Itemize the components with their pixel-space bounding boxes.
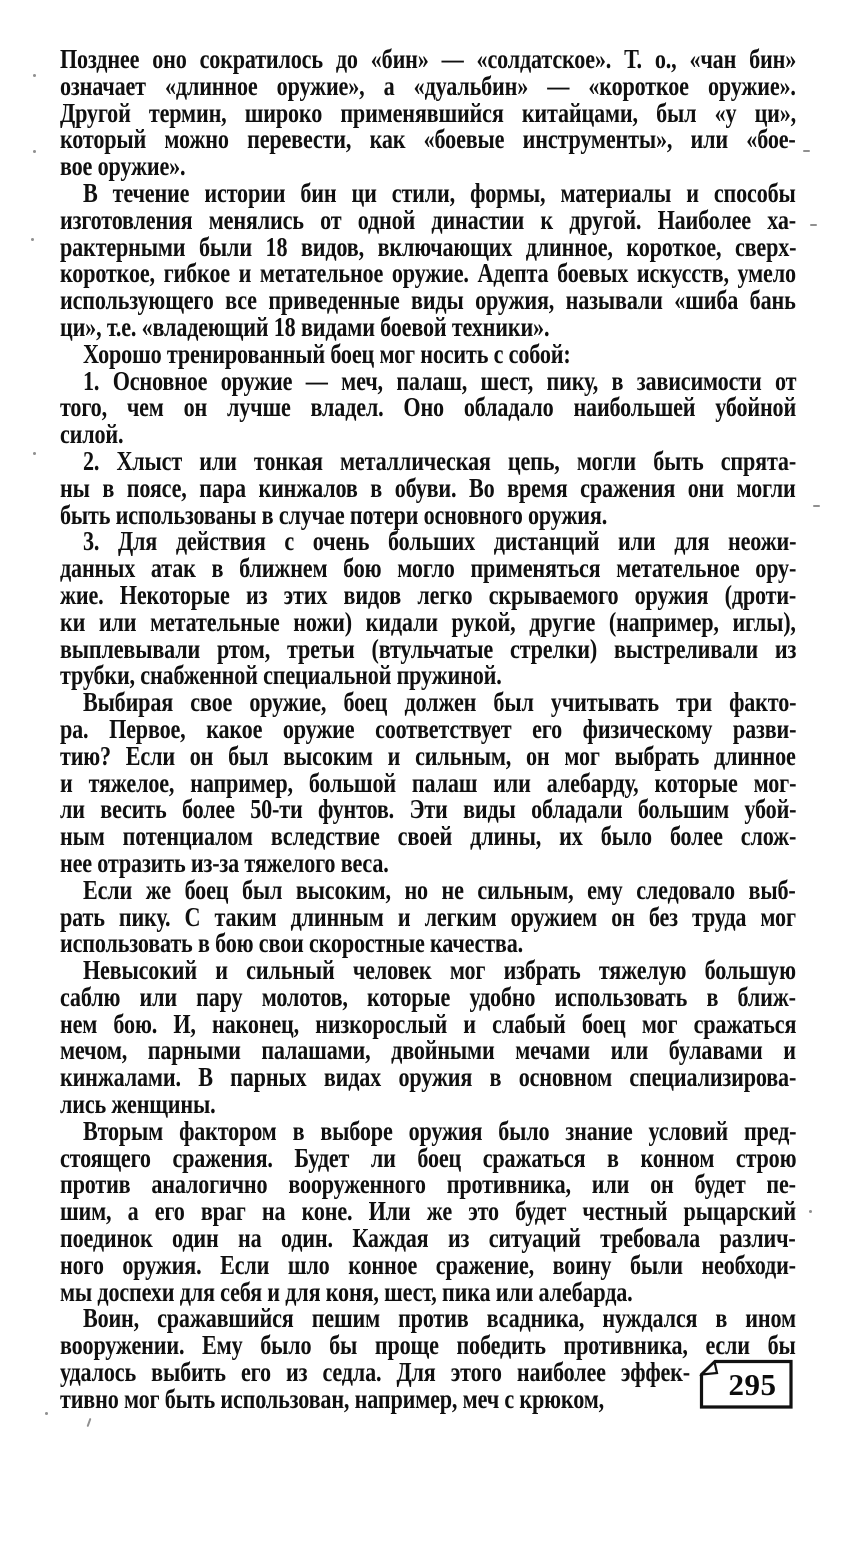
text-line: удалось выбить его из седла. Для этого наиболее эффек- — [60, 1357, 690, 1388]
text-line: кинжалами. В парных видах оружия в основном специализирова- — [60, 1062, 797, 1093]
paragraph — [60, 365, 797, 450]
text-line: ли весить более 50-ти фунтов. Эти виды обладали большим убой- — [60, 794, 797, 825]
text-line: поединок один на один. Каждая из ситуаций требовала различ- — [60, 1223, 796, 1254]
paragraph — [60, 445, 797, 530]
text-line: жие. Некоторые из этих видов легко скрываемого оружия (дроти- — [60, 579, 797, 610]
paragraph — [60, 1305, 796, 1412]
text-line: против аналогично вооруженного противника, или он будет пе- — [60, 1169, 796, 1200]
page-number-box — [699, 1359, 794, 1410]
text-line: и тяжелое, например, большой палаш или алебарду, которые мог- — [60, 767, 797, 798]
text-line: силой. — [60, 419, 124, 450]
text-line: нее отразить из-за тяжелого веса. — [60, 847, 389, 878]
text-line: трубки, снабженной специальной пружиной. — [60, 660, 502, 691]
text-line: саблю или пару молотов, которые удобно использовать в ближ- — [60, 981, 796, 1012]
text-line: мечом, парными палашами, двойными мечами или булавами и — [60, 1035, 796, 1066]
text-line: Воин, сражавшийся пешим против всадника, нуждался в ином — [82, 1303, 796, 1334]
text-line: Невысокий и сильный человек мог избрать тяжелую большую — [82, 955, 796, 986]
text-line: тивно мог быть использован, например, меч с крюком, — [60, 1383, 605, 1414]
text-line: В течение истории бин ци стили, формы, материалы и способы — [82, 177, 796, 208]
scan-speck — [33, 150, 36, 153]
scan-speck — [813, 505, 820, 507]
text-line: выплевывали ртом, третьи (втульчатые стрелки) выстреливали из — [60, 633, 797, 664]
text-line: рактерными были 18 видов, включающих длинное, короткое, сверх- — [60, 231, 797, 262]
text-line: данных атак в ближнем бою могло применяться метательное ору- — [60, 553, 797, 584]
text-line: лись женщины. — [60, 1089, 216, 1120]
paragraph — [60, 874, 796, 959]
page-number: 295 — [728, 1366, 777, 1402]
paragraph — [60, 338, 796, 369]
paragraph — [60, 46, 796, 180]
text-line: использующего все приведенные виды оружия, называли «шиба бань — [60, 285, 796, 316]
text-line: 2. Хлыст или тонкая металлическая цепь, могли быть спрята- — [82, 445, 797, 476]
text-line: вооружении. Ему было бы проще победить противника, если бы — [60, 1330, 796, 1361]
text-line: ки или метательные ножи) кидали рукой, другие (например, иглы), — [60, 606, 796, 637]
text-line: 1. Основное оружие — меч, палаш, шест, пику, в зависимости от — [82, 365, 797, 396]
scan-speck — [810, 224, 817, 226]
text-line: того, чем он лучше владел. Оно обладало наибольшей убойной — [60, 392, 797, 423]
text-line: который можно перевести, как «боевые инструменты», или «бое- — [60, 124, 796, 155]
text-column — [60, 46, 796, 1413]
text-line: ци», т.е. «владеющий 18 видами боевой техники». — [60, 311, 550, 342]
text-line: 3. Для действия с очень больших дистанций или для неожи- — [82, 526, 797, 557]
text-line: Если же боец был высоким, но не сильным, ему следовало выб- — [82, 874, 796, 905]
text-line: быть использованы в случае потери основного оружия. — [60, 499, 608, 530]
text-line: использовать в бою свои скоростные качества. — [60, 928, 523, 959]
text-line: Другой термин, широко применявшийся китайцами, был «у ци», — [60, 97, 797, 128]
scan-speck — [809, 1210, 812, 1213]
paragraph — [60, 528, 796, 689]
scan-speck — [45, 1412, 48, 1415]
text-line: стоящего сражения. Будет ли боец сражаться в конном строю — [60, 1142, 797, 1173]
scan-speck — [33, 452, 36, 455]
scan-speck — [803, 150, 810, 152]
text-line: ного оружия. Если шло конное сражение, воину были необходи- — [60, 1249, 796, 1280]
text-line: изготовления менялись от одной династии к другой. Наиболее ха- — [60, 204, 796, 235]
text-line: шим, а его враг на коне. Или же это будет честный рыцарский — [60, 1196, 796, 1227]
text-line: Выбирая свое оружие, боец должен был учитывать три факто- — [82, 687, 797, 718]
text-line: мы доспехи для себя и для коня, шест, пика или алебарда. — [60, 1276, 633, 1307]
text-line: вое оружие». — [60, 151, 186, 182]
scan-speck — [33, 74, 36, 77]
paragraph — [60, 957, 796, 1118]
paragraph — [60, 689, 796, 877]
scan-speck — [31, 238, 34, 241]
paragraph — [60, 1115, 797, 1307]
text-line: означает «длинное оружие», а «дуальбин» — «короткое оружие». — [60, 70, 796, 101]
text-line: тию? Если он был высоким и сильным, он мог выбрать длинное — [60, 740, 796, 771]
scan-speck — [87, 1418, 92, 1427]
text-line: короткое, гибкое и метательное оружие. Адепта боевых искусств, умело — [60, 258, 796, 289]
text-line: ным потенциалом вследствие своей длины, их было более слож- — [60, 821, 797, 852]
text-line: Позднее оно сократилось до «бин» — «солдатское». Т. о., «чан бин» — [60, 44, 797, 74]
text-line: нем бою. И, наконец, низкорослый и слабый боец мог сражаться — [60, 1008, 797, 1039]
text-line: ра. Первое, какое оружие соответствует его физическому разви- — [60, 713, 797, 744]
paragraph — [60, 177, 797, 342]
text-line: рать пику. С таким длинным и легким оружием он без труда мог — [60, 901, 796, 932]
text-line: Вторым фактором в выборе оружия было знание условий пред- — [82, 1115, 797, 1146]
text-line: ны в поясе, пара кинжалов в обуви. Во время сражения они могли — [60, 472, 796, 503]
text-line: Хорошо тренированный боец мог носить с собой: — [82, 338, 571, 369]
